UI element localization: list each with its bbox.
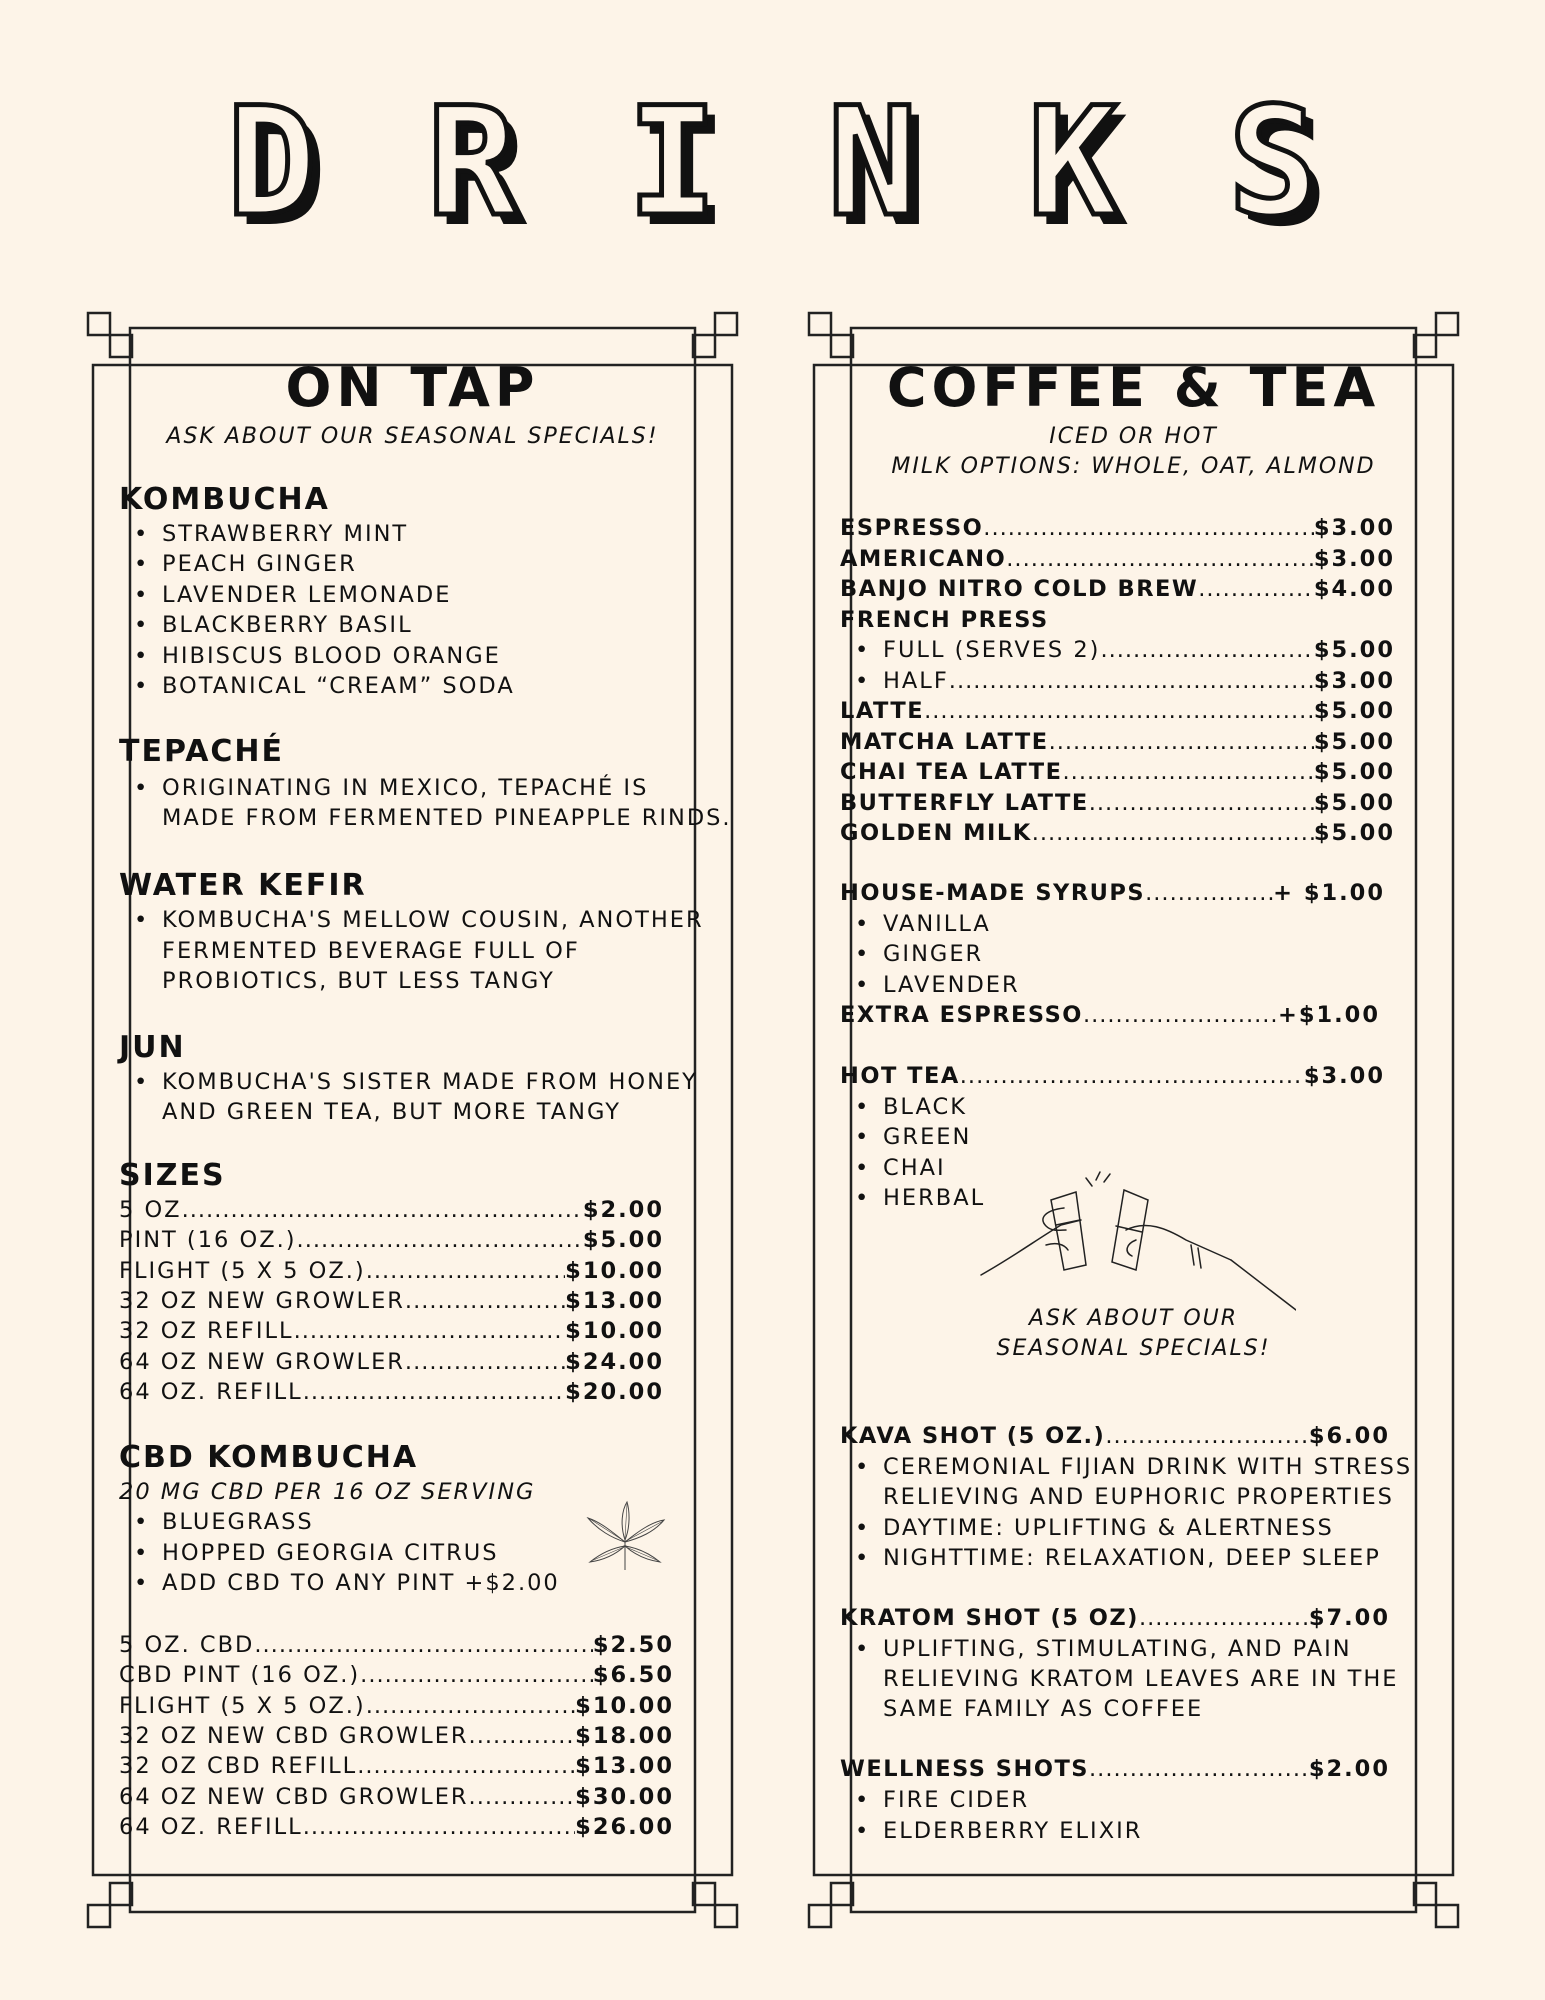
dot-leader [182, 1195, 583, 1226]
item-name: EXTRA ESPRESSO [840, 1002, 1083, 1028]
cbd-kombucha-heading: CBD KOMBUCHA [119, 1440, 419, 1475]
water-kefir-description-cont: FERMENTED BEVERAGE FULL OF [162, 938, 580, 964]
item-name: BUTTERFLY LATTE [840, 789, 1089, 816]
bullet-icon: • [855, 637, 871, 663]
price-row [840, 788, 1395, 819]
price-row [840, 878, 1385, 909]
item-price: $5.00 [1313, 759, 1395, 785]
kava-description-cont: RELIEVING AND EUPHORIC PROPERTIES [883, 1484, 1394, 1510]
on-tap-title: ON TAP [285, 356, 540, 419]
dot-leader [1105, 1421, 1308, 1452]
item-name: 5 OZ. CBD [119, 1632, 255, 1658]
price-row [119, 1377, 664, 1408]
item-name: 32 OZ REFILL [119, 1318, 294, 1345]
price-row [840, 513, 1395, 544]
item-name: 32 OZ NEW GROWLER [119, 1287, 405, 1314]
price-row [119, 1256, 664, 1287]
item-price: $4.00 [1313, 576, 1395, 602]
dot-leader [1089, 788, 1314, 819]
list-item: • BLUEGRASS [162, 1507, 314, 1538]
dot-leader [405, 1347, 565, 1378]
price-row [855, 635, 1395, 666]
cbd-note: 20 MG CBD PER 16 OZ SERVING [119, 1479, 536, 1505]
kava-description: • CEREMONIAL FIJIAN DRINK WITH STRESS [883, 1452, 1412, 1483]
price-row [840, 544, 1395, 575]
dot-leader [469, 1782, 576, 1813]
tepache-description: • ORIGINATING IN MEXICO, TEPACHÉ IS [162, 773, 648, 804]
dot-leader [1032, 818, 1314, 849]
seasonal-specials-note-cont: SEASONAL SPECIALS! [996, 1336, 1271, 1361]
item-price: $3.00 [1313, 515, 1395, 541]
item-price: $20.00 [565, 1378, 664, 1405]
water-kefir-description: • KOMBUCHA'S MELLOW COUSIN, ANOTHER [162, 905, 704, 936]
item-price: $13.00 [575, 1753, 674, 1780]
item-name: HOUSE-MADE SYRUPS [840, 880, 1146, 906]
item-name: GOLDEN MILK [840, 820, 1032, 846]
price-row [119, 1316, 664, 1347]
dot-leader [360, 1660, 593, 1691]
price-row [119, 1782, 674, 1813]
item-name: WELLNESS SHOTS [840, 1756, 1090, 1782]
dot-leader [924, 696, 1314, 727]
item-price: $2.50 [592, 1632, 674, 1658]
price-row [119, 1347, 664, 1378]
dot-leader [405, 1286, 565, 1317]
item-price: $10.00 [575, 1692, 674, 1719]
list-item: • LAVENDER [883, 970, 1020, 1001]
dot-leader [1139, 1603, 1309, 1634]
kratom-description-cont: RELIEVING KRATOM LEAVES ARE IN THE [883, 1666, 1399, 1692]
price-row [840, 727, 1395, 758]
price-row [840, 1603, 1390, 1634]
item-name: BANJO NITRO COLD BREW [840, 576, 1199, 602]
dot-leader [949, 666, 1314, 697]
hemp-leaf-icon [580, 1500, 670, 1580]
dot-leader [1100, 635, 1313, 666]
list-item: • BLACKBERRY BASIL [162, 610, 413, 641]
seasonal-specials-note: ASK ABOUT OUR [1028, 1306, 1239, 1331]
price-row [119, 1691, 674, 1722]
list-item: • FIRE CIDER [883, 1785, 1029, 1816]
item-name: FLIGHT (5 X 5 OZ.) [119, 1257, 366, 1284]
jun-description-cont: AND GREEN TEA, BUT MORE TANGY [162, 1099, 622, 1125]
kava-nighttime: • NIGHTTIME: RELAXATION, DEEP SLEEP [883, 1543, 1381, 1574]
item-name: 5 OZ [119, 1197, 182, 1223]
bullet-icon: • [855, 667, 871, 694]
dot-leader [1006, 544, 1314, 575]
dot-leader [254, 1630, 592, 1661]
water-kefir-heading: WATER KEFIR [119, 868, 367, 903]
list-item: • HERBAL [883, 1183, 985, 1214]
item-price: $30.00 [575, 1783, 674, 1810]
dot-leader [366, 1691, 575, 1722]
list-item: • LAVENDER LEMONADE [162, 580, 451, 611]
dot-leader [1198, 574, 1314, 605]
item-name: MATCHA LATTE [840, 728, 1049, 755]
jun-description: • KOMBUCHA'S SISTER MADE FROM HONEY [162, 1067, 698, 1098]
list-item: • STRAWBERRY MINT [162, 519, 408, 550]
kratom-description-cont: SAME FAMILY AS COFFEE [883, 1696, 1204, 1722]
dot-leader [983, 513, 1314, 544]
water-kefir-description-cont: PROBIOTICS, BUT LESS TANGY [162, 968, 555, 994]
item-price: $7.00 [1308, 1605, 1390, 1631]
price-row [119, 1630, 674, 1661]
list-item: • GINGER [883, 939, 983, 970]
tepache-description-cont: MADE FROM FERMENTED PINEAPPLE RINDS. [162, 805, 732, 831]
item-name: CBD PINT (16 OZ.) [119, 1662, 361, 1689]
item-price: $13.00 [565, 1287, 664, 1314]
price-row [840, 1000, 1380, 1031]
jun-heading: JUN [119, 1030, 186, 1065]
price-row [119, 1225, 664, 1256]
dot-leader [1049, 727, 1314, 758]
item-price: $26.00 [575, 1813, 674, 1840]
dot-leader [297, 1225, 583, 1256]
coffee-tea-subtitle: ICED OR HOT [1049, 424, 1218, 449]
item-price: $5.00 [1313, 698, 1395, 724]
price-row [119, 1751, 674, 1782]
milk-options: MILK OPTIONS: WHOLE, OAT, ALMOND [891, 454, 1376, 479]
item-price: $2.00 [1308, 1756, 1390, 1782]
kombucha-heading: KOMBUCHA [119, 482, 330, 517]
price-row [840, 1421, 1390, 1452]
dot-leader [366, 1256, 565, 1287]
list-item: • PEACH GINGER [162, 549, 357, 580]
price-row [840, 1061, 1385, 1092]
list-item: • BLACK [883, 1092, 967, 1123]
item-price: $6.00 [1308, 1423, 1390, 1449]
item-price: $3.00 [1313, 545, 1395, 572]
kava-daytime: • DAYTIME: UPLIFTING & ALERTNESS [883, 1513, 1334, 1544]
price-row [119, 1812, 674, 1843]
price-row [840, 757, 1395, 788]
item-name: CHAI TEA LATTE [840, 759, 1063, 785]
price-row [855, 666, 1395, 697]
item-price: $6.50 [592, 1662, 674, 1689]
item-name: HOT TEA [840, 1063, 960, 1089]
item-price: +$1.00 [1277, 1002, 1380, 1028]
item-price: $5.00 [582, 1227, 664, 1254]
price-row [119, 1286, 664, 1317]
item-name: 32 OZ CBD REFILL [119, 1753, 358, 1780]
cheers-glasses-icon [976, 1170, 1296, 1320]
item-name: 64 OZ NEW CBD GROWLER [119, 1783, 469, 1810]
item-price: $2.00 [582, 1197, 664, 1223]
item-name: AMERICANO [840, 545, 1007, 572]
on-tap-panel [85, 310, 740, 1930]
price-row [840, 818, 1395, 849]
item-name: PINT (16 OZ.) [119, 1227, 297, 1254]
item-price: $3.00 [1313, 667, 1395, 694]
item-name: KAVA SHOT (5 OZ.) [840, 1423, 1106, 1449]
dot-leader [357, 1751, 575, 1782]
price-row [840, 574, 1395, 605]
coffee-tea-title: COFFEE & TEA [886, 356, 1381, 419]
price-row [119, 1195, 664, 1226]
item-price: + $1.00 [1273, 880, 1385, 906]
item-name: 64 OZ NEW GROWLER [119, 1348, 405, 1375]
french-press-heading: FRENCH PRESS [840, 607, 1049, 633]
tepache-heading: TEPACHÉ [119, 734, 285, 769]
item-price: $5.00 [1313, 820, 1395, 846]
dot-leader [960, 1061, 1304, 1092]
list-item: • HIBISCUS BLOOD ORANGE [162, 641, 501, 672]
list-item: • ADD CBD TO ANY PINT +$2.00 [162, 1568, 560, 1599]
dot-leader [1063, 757, 1314, 788]
dot-leader [1083, 1000, 1278, 1031]
item-price: $18.00 [575, 1722, 674, 1749]
item-price: $10.00 [565, 1257, 664, 1284]
item-price: $3.00 [1303, 1063, 1385, 1089]
dot-leader [294, 1316, 566, 1347]
dot-leader [1089, 1754, 1309, 1785]
dot-leader [303, 1377, 565, 1408]
menu-title: DRINKS [226, 76, 1429, 250]
item-name: LATTE [840, 698, 925, 724]
item-price: $5.00 [1313, 728, 1395, 755]
item-name: FULL (SERVES 2) [883, 637, 1101, 663]
on-tap-subtitle: ASK ABOUT OUR SEASONAL SPECIALS! [166, 424, 659, 449]
item-name: HALF [883, 667, 949, 694]
list-item: • GREEN [883, 1122, 971, 1153]
item-name: 32 OZ NEW CBD GROWLER [119, 1722, 469, 1749]
kratom-description: • UPLIFTING, STIMULATING, AND PAIN [883, 1634, 1352, 1665]
item-name: KRATOM SHOT (5 OZ) [840, 1605, 1139, 1631]
item-price: $24.00 [565, 1348, 664, 1375]
item-price: $5.00 [1313, 637, 1395, 663]
price-row [119, 1721, 674, 1752]
price-row [840, 1754, 1390, 1785]
list-item: • ELDERBERRY ELIXIR [883, 1816, 1142, 1847]
dot-leader [1145, 878, 1273, 909]
item-price: $10.00 [565, 1318, 664, 1345]
list-item: • BOTANICAL “CREAM” SODA [162, 671, 515, 702]
item-name: ESPRESSO [840, 515, 984, 541]
dot-leader [469, 1721, 576, 1752]
sizes-heading: SIZES [119, 1158, 226, 1193]
item-name: 64 OZ. REFILL [119, 1378, 303, 1405]
coffee-tea-panel [806, 310, 1461, 1930]
price-row [119, 1660, 674, 1691]
list-item: • VANILLA [883, 909, 991, 940]
list-item: • CHAI [883, 1153, 946, 1184]
item-price: $5.00 [1313, 789, 1395, 816]
dot-leader [303, 1812, 575, 1843]
item-name: 64 OZ. REFILL [119, 1813, 303, 1840]
list-item: • HOPPED GEORGIA CITRUS [162, 1538, 499, 1569]
item-name: FLIGHT (5 X 5 OZ.) [119, 1692, 366, 1719]
price-row [840, 696, 1395, 727]
